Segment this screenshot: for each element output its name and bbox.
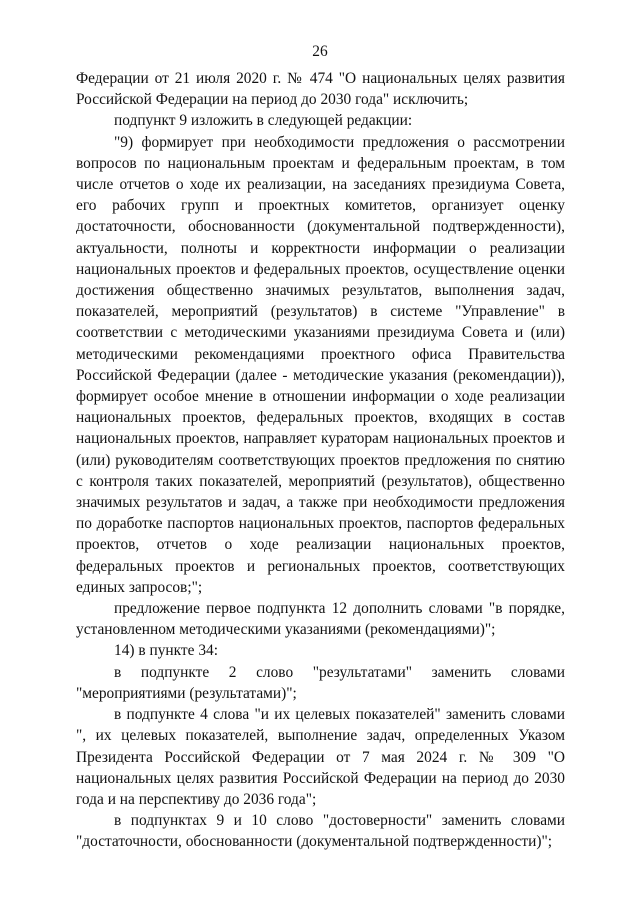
document-body [76, 68, 565, 853]
paragraph-subpoint-9-text: "9) формирует при необходимости предложения о рассмотрении вопросов по национальным проектам и федеральным проектам, в том числе отчетов о ходе их реализации, на заседаниях президиума Совета, его рабочих групп и проектных комитетов, организует оценку достаточности, обоснованности (документальной подтвержденности), актуальности, полноты и корректности информации о реализации национальных проектов и федеральных проектов, осуществление оценки достижения общественно значимых результатов, выполнения задач, показателей, мероприятий (результатов) в системе "Управление" в соответствии с методическими указаниями президиума Совета и (или) методическими рекомендациями проектного офиса Правительства Российской Федерации (далее - методические указания (рекомендации)), формирует особое мнение в отношении информации о ходе реализации национальных проектов, федеральных проектов, входящих в состав национальных проектов, направляет кураторам национальных проектов и (или) руководителям соответствующих проектов предложения по снятию с контроля таких показателей, мероприятий (результатов), общественно значимых результатов и задач, а также при необходимости предложения по доработке паспортов национальных проектов, паспортов федеральных проектов, отчетов о ходе реализации национальных проектов, федеральных проектов и региональных проектов, соответствующих единых запросов;"; [76, 133, 565, 596]
paragraph-subpoint-12: предложение первое подпункта 12 дополнить словами "в порядке, установленном методическими указаниями (рекомендациями)"; [76, 600, 565, 639]
paragraph-subpoints-9-10: в подпунктах 9 и 10 слово "достоверности" заменить словами "достаточности, обоснованности (документальной подтвержденности)"; [76, 812, 565, 851]
page-number: 26 [312, 43, 328, 60]
paragraph-continuation: Федерации от 21 июля 2020 г. № 474 "О национальных целях развития Российской Федерации на период до 2030 года" исключить; [76, 70, 565, 109]
paragraph-item-34-heading: 14) в пункте 34: [114, 642, 218, 660]
paragraph-subpoint-4: в подпункте 4 слова "и их целевых показателей" заменить словами ", их целевых показателей, выполнение задач, определенных Указом Президента Российской Федерации от 7 мая 2024 г. № 309 "О национальных целях развития Российской Федерации на период до 2030 года и на перспективу до 2036 года"; [76, 706, 565, 808]
paragraph-subpoint-9-intro: подпункт 9 изложить в следующей редакции: [114, 112, 413, 130]
paragraph-subpoint-2: в подпункте 2 слово "результатами" заменить словами "мероприятиями (результатами)"; [76, 663, 565, 702]
